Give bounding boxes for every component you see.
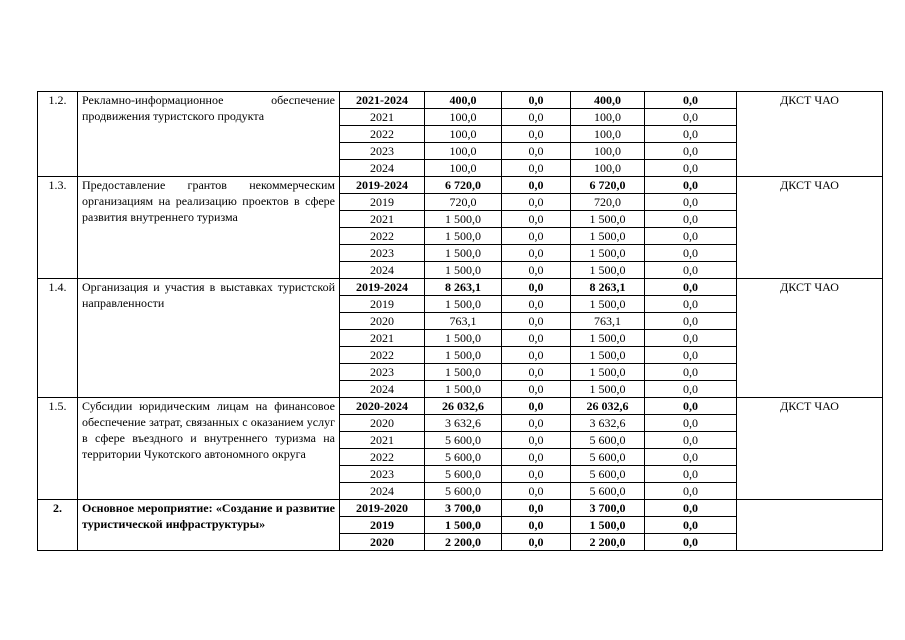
regional-cell: 1 500,0 bbox=[571, 347, 645, 364]
federal-cell: 0,0 bbox=[502, 296, 571, 313]
regional-cell: 1 500,0 bbox=[571, 245, 645, 262]
period-cell: 2019 bbox=[340, 517, 425, 534]
other-cell: 0,0 bbox=[645, 381, 737, 398]
regional-cell: 763,1 bbox=[571, 313, 645, 330]
federal-cell: 0,0 bbox=[502, 500, 571, 517]
other-cell: 0,0 bbox=[645, 194, 737, 211]
item-description: Организация и участия в выставках туристской направленности bbox=[78, 279, 340, 398]
total-cell: 5 600,0 bbox=[425, 449, 502, 466]
federal-cell: 0,0 bbox=[502, 109, 571, 126]
other-cell: 0,0 bbox=[645, 534, 737, 551]
table-body bbox=[38, 92, 883, 551]
federal-cell: 0,0 bbox=[502, 279, 571, 296]
other-cell: 0,0 bbox=[645, 296, 737, 313]
total-cell: 1 500,0 bbox=[425, 347, 502, 364]
total-cell: 720,0 bbox=[425, 194, 502, 211]
regional-cell: 100,0 bbox=[571, 160, 645, 177]
federal-cell: 0,0 bbox=[502, 398, 571, 415]
total-cell: 2 200,0 bbox=[425, 534, 502, 551]
regional-cell: 3 700,0 bbox=[571, 500, 645, 517]
item-executor bbox=[737, 500, 883, 551]
total-cell: 100,0 bbox=[425, 143, 502, 160]
item-number: 1.4. bbox=[38, 279, 78, 398]
total-cell: 1 500,0 bbox=[425, 364, 502, 381]
federal-cell: 0,0 bbox=[502, 449, 571, 466]
regional-cell: 1 500,0 bbox=[571, 381, 645, 398]
federal-cell: 0,0 bbox=[502, 160, 571, 177]
other-cell: 0,0 bbox=[645, 126, 737, 143]
period-cell: 2022 bbox=[340, 126, 425, 143]
federal-cell: 0,0 bbox=[502, 534, 571, 551]
period-cell: 2019 bbox=[340, 194, 425, 211]
other-cell: 0,0 bbox=[645, 245, 737, 262]
period-cell: 2020 bbox=[340, 313, 425, 330]
regional-cell: 2 200,0 bbox=[571, 534, 645, 551]
federal-cell: 0,0 bbox=[502, 330, 571, 347]
period-cell: 2021 bbox=[340, 109, 425, 126]
total-cell: 26 032,6 bbox=[425, 398, 502, 415]
item-number: 1.5. bbox=[38, 398, 78, 500]
federal-cell: 0,0 bbox=[502, 466, 571, 483]
total-cell: 100,0 bbox=[425, 160, 502, 177]
other-cell: 0,0 bbox=[645, 92, 737, 109]
federal-cell: 0,0 bbox=[502, 483, 571, 500]
period-cell: 2023 bbox=[340, 466, 425, 483]
item-description: Субсидии юридическим лицам на финансовое обеспечение затрат, связанных с оказанием услуг в сфере въездного и внутреннего туризма на территории Чукотского автономного округа bbox=[78, 398, 340, 500]
period-cell: 2024 bbox=[340, 381, 425, 398]
regional-cell: 1 500,0 bbox=[571, 517, 645, 534]
regional-cell: 6 720,0 bbox=[571, 177, 645, 194]
item-number: 2. bbox=[38, 500, 78, 551]
table-row bbox=[38, 398, 883, 415]
regional-cell: 5 600,0 bbox=[571, 449, 645, 466]
total-cell: 5 600,0 bbox=[425, 483, 502, 500]
regional-cell: 1 500,0 bbox=[571, 262, 645, 279]
table-row bbox=[38, 279, 883, 296]
period-cell: 2021 bbox=[340, 432, 425, 449]
total-cell: 3 632,6 bbox=[425, 415, 502, 432]
item-description: Основное мероприятие: «Создание и развитие туристической инфраструктуры» bbox=[78, 500, 340, 551]
regional-cell: 1 500,0 bbox=[571, 296, 645, 313]
total-cell: 1 500,0 bbox=[425, 381, 502, 398]
period-cell: 2022 bbox=[340, 347, 425, 364]
regional-cell: 5 600,0 bbox=[571, 432, 645, 449]
federal-cell: 0,0 bbox=[502, 381, 571, 398]
federal-cell: 0,0 bbox=[502, 245, 571, 262]
program-table bbox=[37, 91, 883, 551]
regional-cell: 1 500,0 bbox=[571, 364, 645, 381]
regional-cell: 5 600,0 bbox=[571, 483, 645, 500]
period-cell: 2023 bbox=[340, 245, 425, 262]
other-cell: 0,0 bbox=[645, 228, 737, 245]
total-cell: 5 600,0 bbox=[425, 466, 502, 483]
period-cell: 2024 bbox=[340, 160, 425, 177]
federal-cell: 0,0 bbox=[502, 313, 571, 330]
total-cell: 1 500,0 bbox=[425, 245, 502, 262]
period-cell: 2019-2020 bbox=[340, 500, 425, 517]
other-cell: 0,0 bbox=[645, 313, 737, 330]
other-cell: 0,0 bbox=[645, 432, 737, 449]
regional-cell: 8 263,1 bbox=[571, 279, 645, 296]
total-cell: 1 500,0 bbox=[425, 330, 502, 347]
regional-cell: 1 500,0 bbox=[571, 211, 645, 228]
other-cell: 0,0 bbox=[645, 449, 737, 466]
period-cell: 2022 bbox=[340, 228, 425, 245]
total-cell: 1 500,0 bbox=[425, 517, 502, 534]
regional-cell: 5 600,0 bbox=[571, 466, 645, 483]
item-executor: ДКСТ ЧАО bbox=[737, 177, 883, 279]
total-cell: 3 700,0 bbox=[425, 500, 502, 517]
regional-cell: 1 500,0 bbox=[571, 228, 645, 245]
regional-cell: 100,0 bbox=[571, 109, 645, 126]
table-row bbox=[38, 92, 883, 109]
item-number: 1.3. bbox=[38, 177, 78, 279]
total-cell: 1 500,0 bbox=[425, 262, 502, 279]
regional-cell: 400,0 bbox=[571, 92, 645, 109]
other-cell: 0,0 bbox=[645, 177, 737, 194]
total-cell: 8 263,1 bbox=[425, 279, 502, 296]
other-cell: 0,0 bbox=[645, 415, 737, 432]
other-cell: 0,0 bbox=[645, 262, 737, 279]
period-cell: 2023 bbox=[340, 364, 425, 381]
period-cell: 2022 bbox=[340, 449, 425, 466]
federal-cell: 0,0 bbox=[502, 517, 571, 534]
federal-cell: 0,0 bbox=[502, 211, 571, 228]
item-description: Рекламно-информационное обеспечение продвижения туристского продукта bbox=[78, 92, 340, 177]
total-cell: 763,1 bbox=[425, 313, 502, 330]
regional-cell: 1 500,0 bbox=[571, 330, 645, 347]
other-cell: 0,0 bbox=[645, 330, 737, 347]
period-cell: 2021-2024 bbox=[340, 92, 425, 109]
other-cell: 0,0 bbox=[645, 109, 737, 126]
federal-cell: 0,0 bbox=[502, 177, 571, 194]
period-cell: 2019-2024 bbox=[340, 177, 425, 194]
total-cell: 400,0 bbox=[425, 92, 502, 109]
regional-cell: 100,0 bbox=[571, 143, 645, 160]
other-cell: 0,0 bbox=[645, 466, 737, 483]
item-executor: ДКСТ ЧАО bbox=[737, 398, 883, 500]
regional-cell: 3 632,6 bbox=[571, 415, 645, 432]
item-description: Предоставление грантов некоммерческим организациям на реализацию проектов в сфере развития внутреннего туризма bbox=[78, 177, 340, 279]
regional-cell: 100,0 bbox=[571, 126, 645, 143]
regional-cell: 26 032,6 bbox=[571, 398, 645, 415]
table-row bbox=[38, 500, 883, 517]
period-cell: 2023 bbox=[340, 143, 425, 160]
period-cell: 2019-2024 bbox=[340, 279, 425, 296]
total-cell: 6 720,0 bbox=[425, 177, 502, 194]
regional-cell: 720,0 bbox=[571, 194, 645, 211]
total-cell: 1 500,0 bbox=[425, 211, 502, 228]
total-cell: 1 500,0 bbox=[425, 296, 502, 313]
federal-cell: 0,0 bbox=[502, 143, 571, 160]
other-cell: 0,0 bbox=[645, 364, 737, 381]
total-cell: 1 500,0 bbox=[425, 228, 502, 245]
period-cell: 2020-2024 bbox=[340, 398, 425, 415]
item-executor: ДКСТ ЧАО bbox=[737, 279, 883, 398]
federal-cell: 0,0 bbox=[502, 194, 571, 211]
federal-cell: 0,0 bbox=[502, 347, 571, 364]
federal-cell: 0,0 bbox=[502, 126, 571, 143]
period-cell: 2024 bbox=[340, 483, 425, 500]
period-cell: 2021 bbox=[340, 330, 425, 347]
other-cell: 0,0 bbox=[645, 517, 737, 534]
other-cell: 0,0 bbox=[645, 160, 737, 177]
other-cell: 0,0 bbox=[645, 143, 737, 160]
other-cell: 0,0 bbox=[645, 483, 737, 500]
other-cell: 0,0 bbox=[645, 211, 737, 228]
other-cell: 0,0 bbox=[645, 398, 737, 415]
period-cell: 2024 bbox=[340, 262, 425, 279]
total-cell: 100,0 bbox=[425, 109, 502, 126]
federal-cell: 0,0 bbox=[502, 262, 571, 279]
table-row bbox=[38, 177, 883, 194]
total-cell: 100,0 bbox=[425, 126, 502, 143]
period-cell: 2021 bbox=[340, 211, 425, 228]
federal-cell: 0,0 bbox=[502, 364, 571, 381]
total-cell: 5 600,0 bbox=[425, 432, 502, 449]
federal-cell: 0,0 bbox=[502, 432, 571, 449]
period-cell: 2020 bbox=[340, 534, 425, 551]
federal-cell: 0,0 bbox=[502, 92, 571, 109]
period-cell: 2019 bbox=[340, 296, 425, 313]
period-cell: 2020 bbox=[340, 415, 425, 432]
other-cell: 0,0 bbox=[645, 347, 737, 364]
item-executor: ДКСТ ЧАО bbox=[737, 92, 883, 177]
federal-cell: 0,0 bbox=[502, 415, 571, 432]
federal-cell: 0,0 bbox=[502, 228, 571, 245]
other-cell: 0,0 bbox=[645, 279, 737, 296]
item-number: 1.2. bbox=[38, 92, 78, 177]
other-cell: 0,0 bbox=[645, 500, 737, 517]
